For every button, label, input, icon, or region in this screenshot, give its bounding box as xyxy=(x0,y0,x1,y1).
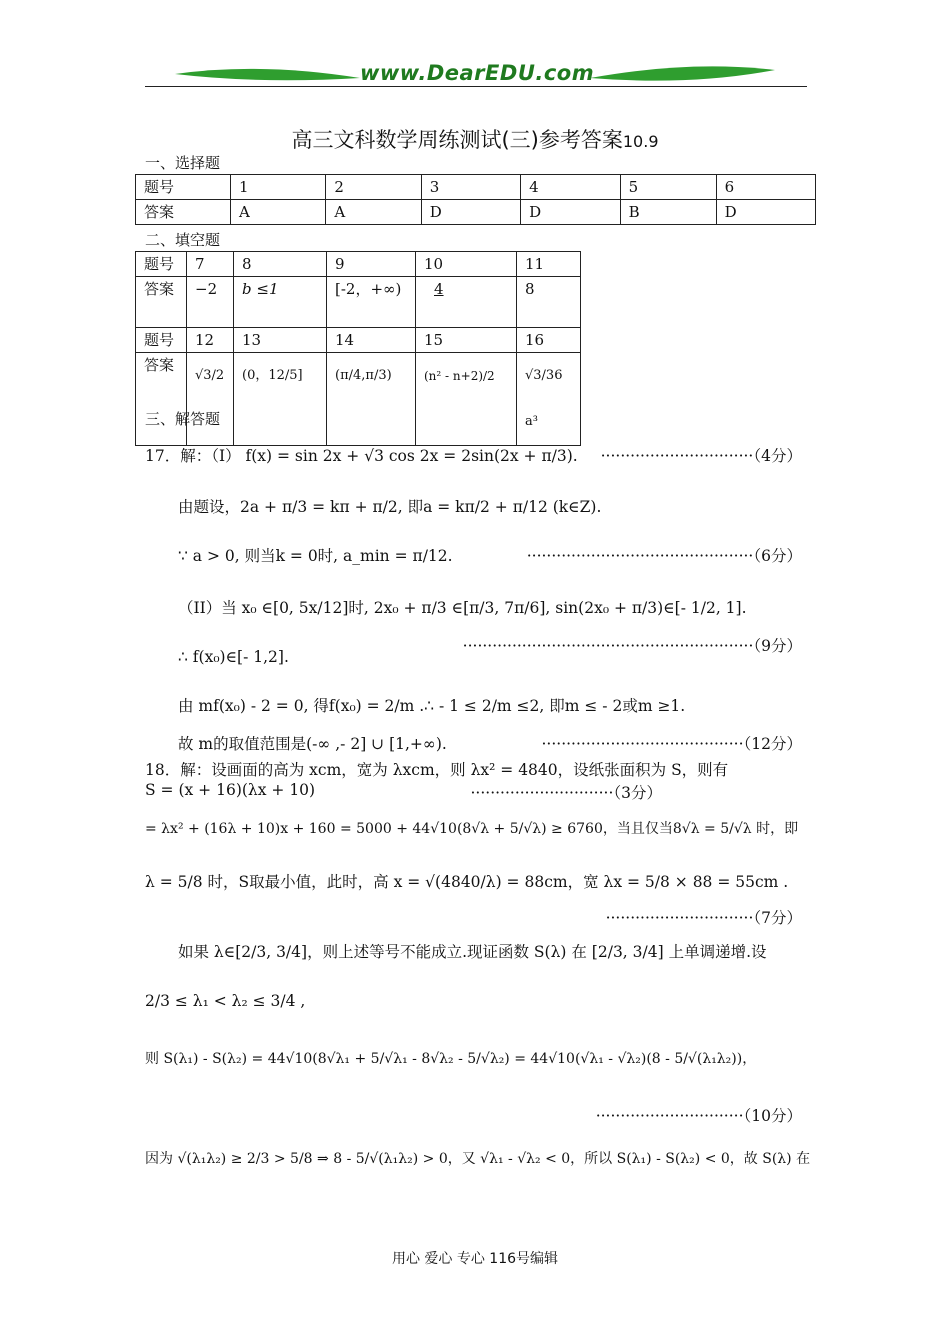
solution-line: 如果 λ∈[2/3, 3/4]，则上述等号不能成立.现证函数 S(λ) 在 [2/3, 3/4] 上单调递增.设 xyxy=(178,943,767,961)
table-cell: 4 xyxy=(416,277,517,328)
table-cell: 6 xyxy=(716,175,815,200)
table-cell: A xyxy=(326,200,421,225)
table-cell: 14 xyxy=(327,328,416,353)
table-cell: b ≤1 xyxy=(234,277,327,328)
solution-line: 由 mf(x₀) - 2 = 0, 得f(x₀) = 2/m .∴ - 1 ≤ 2/m ≤2, 即m ≤ - 2或m ≥1. xyxy=(178,697,686,715)
table-row xyxy=(136,328,581,353)
table-cell: 9 xyxy=(327,252,416,277)
score-mark: ··············································（6分） xyxy=(526,547,802,565)
solution-line: = λx² + (16λ + 10)x + 160 = 5000 + 44√10(8√λ + 5/√λ) ≥ 6760，当且仅当8√λ = 5/√λ 时，即 xyxy=(145,821,799,837)
table-cell: 4 xyxy=(521,175,620,200)
table-cell: A xyxy=(231,200,326,225)
section-solve: 三、解答题 xyxy=(145,410,221,428)
page-title xyxy=(0,124,950,154)
title-main: 高三文科数学周练测试(三)参考答案 xyxy=(291,128,623,152)
table-cell: 10 xyxy=(416,252,517,277)
choice-table xyxy=(135,174,816,225)
table-row xyxy=(136,175,816,200)
table-cell: 15 xyxy=(416,328,517,353)
score-mark: ·····························（3分） xyxy=(470,784,662,802)
table-cell: 7 xyxy=(187,252,234,277)
table-cell: 8 xyxy=(517,277,581,328)
score-mark: ······························（10分） xyxy=(595,1107,802,1125)
header-divider xyxy=(145,86,807,87)
table-cell: 答案 xyxy=(136,353,187,446)
site-name: www.DearEDU.com xyxy=(360,61,595,85)
solution-line: （II）当 x₀ ∈[0, 5x/12]时, 2x₀ + π/3 ∈[π/3, 7π/6], sin(2x₀ + π/3)∈[- 1/2, 1]. xyxy=(178,599,747,617)
solution-line: 由题设，2a + π/3 = kπ + π/2, 即a = kπ/2 + π/12 (k∈Z). xyxy=(178,498,602,516)
solution-line: ∵ a > 0, 则当k = 0时, a_min = π/12. xyxy=(178,547,453,565)
score-mark: ···························································（9分） xyxy=(462,637,802,655)
solution-line: 故 m的取值范围是(-∞ ,- 2] ∪ [1,+∞). xyxy=(178,735,447,753)
table-cell: 2 xyxy=(326,175,421,200)
table-cell: D xyxy=(521,200,620,225)
table-cell: −2 xyxy=(187,277,234,328)
score-mark: ·········································（12分） xyxy=(541,735,802,753)
table-cell: 题号 xyxy=(136,252,187,277)
table-cell: D xyxy=(716,200,815,225)
table-cell: 3 xyxy=(421,175,520,200)
score-mark: ······························（7分） xyxy=(605,909,802,927)
table-cell: 8 xyxy=(234,252,327,277)
solution-line: S = (x + 16)(λx + 10) xyxy=(145,781,316,799)
table-cell: (π/4,π/3) xyxy=(327,353,416,446)
solution-line: 2/3 ≤ λ₁ < λ₂ ≤ 3/4 , xyxy=(145,992,306,1010)
section-choice: 一、选择题 xyxy=(145,154,221,172)
table-row xyxy=(136,252,581,277)
table-cell: B xyxy=(620,200,716,225)
solution-line: λ = 5/8 时，S取最小值，此时，高 x = √(4840/λ) = 88cm，宽 λx = 5/8 × 88 = 55cm . xyxy=(145,873,789,891)
table-cell: 题号 xyxy=(136,175,231,200)
table-cell: 题号 xyxy=(136,328,187,353)
table-cell: 12 xyxy=(187,328,234,353)
solution-line: 因为 √(λ₁λ₂) ≥ 2/3 > 5/8 ⇒ 8 - 5/√(λ₁λ₂) > 0，又 √λ₁ - √λ₂ < 0，所以 S(λ₁) - S(λ₂) < 0，故 S(λ) 在 xyxy=(145,1151,811,1167)
table-row xyxy=(136,353,581,446)
solution-line: ∴ f(x₀)∈[- 1,2]. xyxy=(178,648,289,666)
table-cell: 5 xyxy=(620,175,716,200)
solution-line: 17．解：（I） f(x) = sin 2x + √3 cos 2x = 2sin(2x + π/3). xyxy=(145,447,578,465)
score-mark: ·······························（4分） xyxy=(600,447,802,465)
table-cell: 11 xyxy=(517,252,581,277)
table-row xyxy=(136,277,581,328)
solution-line: 18．解：设画面的高为 xcm，宽为 λxcm，则 λx² = 4840，设纸张面积为 S，则有 xyxy=(145,761,729,779)
table-cell: √3/36 a³ xyxy=(517,353,581,446)
solution-line: 则 S(λ₁) - S(λ₂) = 44√10(8√λ₁ + 5/√λ₁ - 8√λ₂ - 5/√λ₂) = 44√10(√λ₁ - √λ₂)(8 - 5/√(λ₁λ₂))， xyxy=(145,1051,757,1067)
table-row xyxy=(136,200,816,225)
table-cell: 答案 xyxy=(136,200,231,225)
title-date: 10.9 xyxy=(622,132,659,151)
table-cell: 答案 xyxy=(136,277,187,328)
table-cell: 13 xyxy=(234,328,327,353)
table-cell: (n² - n+2)/2 xyxy=(416,353,517,446)
table-cell: [-2，+∞) xyxy=(327,277,416,328)
table-cell: 16 xyxy=(517,328,581,353)
page-footer: 用心 爱心 专心 116号编辑 xyxy=(391,1251,559,1267)
section-fill: 二、填空题 xyxy=(145,231,221,249)
table-cell: 1 xyxy=(231,175,326,200)
table-cell: D xyxy=(421,200,520,225)
table-cell: √3/2 xyxy=(187,353,234,446)
table-cell: (0，12/5] xyxy=(234,353,327,446)
